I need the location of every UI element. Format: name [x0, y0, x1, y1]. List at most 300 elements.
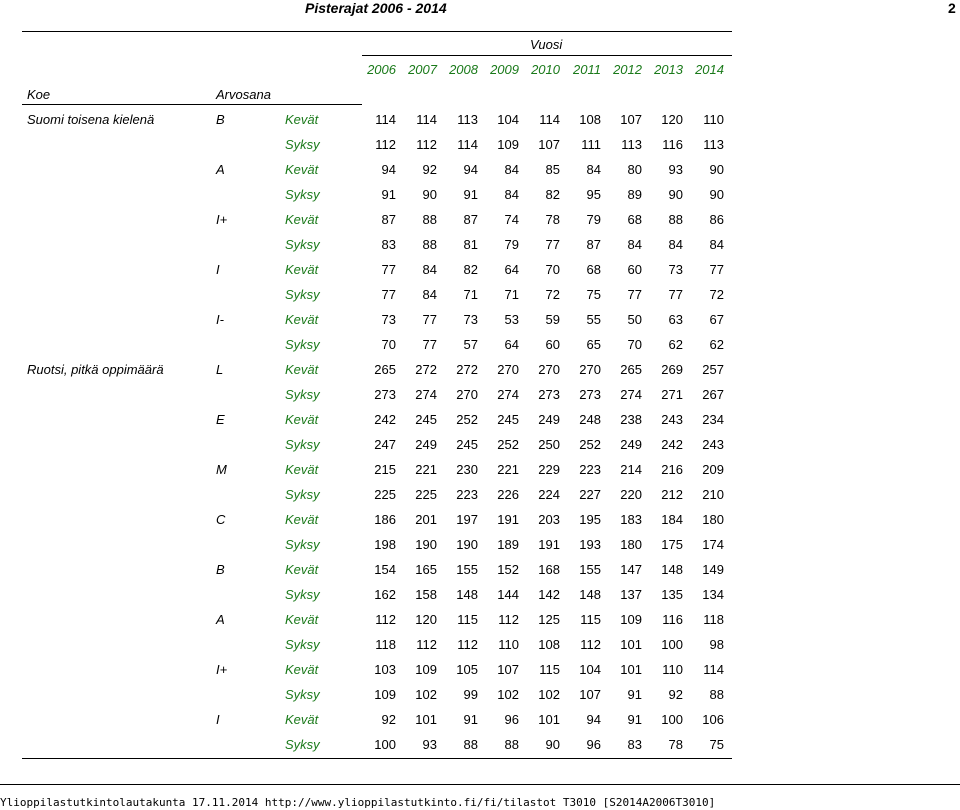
score-cell: 215	[374, 462, 396, 477]
score-cell: 68	[627, 212, 642, 227]
table-row	[0, 412, 960, 427]
score-cell: 273	[538, 387, 560, 402]
score-cell: 105	[456, 662, 478, 677]
score-cell: 96	[504, 712, 519, 727]
score-cell: 245	[415, 412, 437, 427]
score-cell: 94	[463, 162, 478, 177]
score-cell: 152	[497, 562, 519, 577]
score-cell: 110	[662, 662, 683, 677]
season-label: Kevät	[285, 612, 319, 627]
score-cell: 88	[422, 212, 437, 227]
score-cell: 198	[374, 537, 396, 552]
score-cell: 107	[538, 137, 560, 152]
score-cell: 102	[415, 687, 437, 702]
table-row	[0, 362, 960, 377]
score-cell: 101	[620, 637, 642, 652]
score-cell: 221	[415, 462, 437, 477]
score-cell: 111	[581, 137, 601, 152]
score-cell: 267	[702, 387, 724, 402]
season-label: Syksy	[285, 687, 320, 702]
season-label: Kevät	[285, 312, 319, 327]
grade-label: C	[216, 512, 226, 527]
season-label: Kevät	[285, 712, 319, 727]
season-label: Kevät	[285, 162, 319, 177]
score-cell: 73	[668, 262, 683, 277]
bottom-rule	[22, 758, 732, 759]
score-cell: 65	[586, 337, 601, 352]
exam-name: Ruotsi, pitkä oppimäärä	[27, 362, 164, 377]
score-cell: 158	[415, 587, 437, 602]
score-cell: 118	[375, 637, 396, 652]
table-row	[0, 562, 960, 577]
column-header-arvosana: Arvosana	[216, 87, 271, 102]
score-cell: 225	[374, 487, 396, 502]
score-cell: 112	[416, 637, 437, 652]
score-cell: 221	[497, 462, 519, 477]
score-cell: 92	[381, 712, 396, 727]
score-cell: 102	[497, 687, 519, 702]
score-cell: 149	[702, 562, 724, 577]
score-cell: 238	[620, 412, 642, 427]
score-cell: 274	[415, 387, 437, 402]
score-cell: 175	[661, 537, 683, 552]
score-cell: 74	[504, 212, 519, 227]
score-cell: 112	[375, 137, 396, 152]
score-cell: 88	[463, 737, 478, 752]
score-cell: 201	[415, 512, 437, 527]
season-label: Syksy	[285, 137, 320, 152]
score-cell: 60	[627, 262, 642, 277]
score-cell: 242	[661, 437, 683, 452]
score-cell: 77	[422, 312, 437, 327]
score-cell: 95	[586, 187, 601, 202]
score-cell: 90	[545, 737, 560, 752]
score-cell: 114	[457, 137, 478, 152]
score-cell: 75	[586, 287, 601, 302]
score-cell: 90	[422, 187, 437, 202]
table-row	[0, 712, 960, 727]
season-label: Kevät	[285, 262, 319, 277]
score-cell: 104	[497, 112, 519, 127]
page-number: 2	[948, 0, 956, 16]
score-cell: 93	[422, 737, 437, 752]
score-cell: 83	[627, 737, 642, 752]
score-cell: 73	[381, 312, 396, 327]
score-cell: 227	[579, 487, 601, 502]
score-cell: 272	[456, 362, 478, 377]
column-header-koe: Koe	[27, 87, 51, 102]
score-cell: 60	[545, 337, 560, 352]
score-cell: 250	[538, 437, 560, 452]
year-header-7: 2013	[654, 62, 683, 77]
season-label: Kevät	[285, 362, 319, 377]
year-header-1: 2007	[408, 62, 437, 77]
score-cell: 168	[538, 562, 560, 577]
score-cell: 84	[627, 237, 642, 252]
score-cell: 249	[415, 437, 437, 452]
score-cell: 71	[463, 287, 478, 302]
score-cell: 125	[538, 612, 560, 627]
season-label: Syksy	[285, 487, 320, 502]
score-cell: 68	[586, 262, 601, 277]
grade-label: B	[216, 562, 225, 577]
table-row	[0, 537, 960, 552]
score-cell: 100	[374, 737, 396, 752]
score-cell: 234	[702, 412, 724, 427]
score-cell: 134	[702, 587, 724, 602]
grade-label: I	[216, 262, 220, 277]
score-cell: 83	[381, 237, 396, 252]
score-cell: 245	[497, 412, 519, 427]
table-row	[0, 612, 960, 627]
score-cell: 248	[579, 412, 601, 427]
score-cell: 209	[702, 462, 724, 477]
season-label: Kevät	[285, 212, 319, 227]
score-cell: 270	[538, 362, 560, 377]
table-row	[0, 637, 960, 652]
score-cell: 224	[538, 487, 560, 502]
season-label: Syksy	[285, 437, 320, 452]
score-cell: 257	[702, 362, 724, 377]
score-cell: 114	[375, 112, 396, 127]
score-cell: 271	[661, 387, 683, 402]
table-row	[0, 237, 960, 252]
score-cell: 84	[504, 162, 519, 177]
season-label: Syksy	[285, 637, 320, 652]
grade-label: M	[216, 462, 227, 477]
score-cell: 92	[668, 687, 683, 702]
score-cell: 115	[580, 612, 601, 627]
table-row	[0, 287, 960, 302]
score-cell: 70	[545, 262, 560, 277]
score-cell: 91	[627, 687, 642, 702]
grade-label: I+	[216, 212, 228, 227]
score-cell: 88	[422, 237, 437, 252]
score-cell: 109	[374, 687, 396, 702]
score-cell: 53	[504, 312, 519, 327]
score-cell: 270	[497, 362, 519, 377]
table-row	[0, 437, 960, 452]
score-cell: 94	[381, 162, 396, 177]
score-cell: 184	[661, 512, 683, 527]
score-cell: 112	[416, 137, 437, 152]
score-cell: 108	[579, 112, 601, 127]
score-cell: 116	[662, 137, 683, 152]
score-cell: 114	[539, 112, 560, 127]
score-cell: 87	[381, 212, 396, 227]
score-cell: 112	[498, 612, 519, 627]
score-cell: 144	[497, 587, 519, 602]
score-cell: 190	[456, 537, 478, 552]
season-label: Syksy	[285, 337, 320, 352]
table-row	[0, 137, 960, 152]
score-cell: 71	[504, 287, 519, 302]
score-cell: 87	[586, 237, 601, 252]
score-cell: 101	[415, 712, 437, 727]
score-cell: 84	[504, 187, 519, 202]
score-cell: 190	[415, 537, 437, 552]
score-cell: 195	[579, 512, 601, 527]
score-cell: 114	[703, 662, 724, 677]
score-cell: 79	[504, 237, 519, 252]
table-row	[0, 587, 960, 602]
score-cell: 247	[374, 437, 396, 452]
score-cell: 115	[539, 662, 560, 677]
season-label: Syksy	[285, 187, 320, 202]
score-cell: 197	[456, 512, 478, 527]
score-cell: 243	[661, 412, 683, 427]
score-cell: 70	[381, 337, 396, 352]
score-cell: 243	[702, 437, 724, 452]
table-row	[0, 337, 960, 352]
score-cell: 90	[709, 162, 724, 177]
score-cell: 77	[668, 287, 683, 302]
score-cell: 252	[579, 437, 601, 452]
score-cell: 72	[545, 287, 560, 302]
score-cell: 230	[456, 462, 478, 477]
score-cell: 87	[463, 212, 478, 227]
score-cell: 191	[538, 537, 560, 552]
score-cell: 91	[463, 712, 478, 727]
score-cell: 186	[374, 512, 396, 527]
grade-label: I	[216, 712, 220, 727]
table-row	[0, 737, 960, 752]
score-cell: 245	[456, 437, 478, 452]
score-cell: 148	[661, 562, 683, 577]
year-header-0: 2006	[367, 62, 396, 77]
score-cell: 148	[579, 587, 601, 602]
score-cell: 120	[661, 112, 683, 127]
year-header-4: 2010	[531, 62, 560, 77]
score-cell: 183	[620, 512, 642, 527]
score-cell: 162	[374, 587, 396, 602]
year-header-8: 2014	[695, 62, 724, 77]
season-label: Syksy	[285, 287, 320, 302]
score-cell: 77	[627, 287, 642, 302]
score-cell: 88	[709, 687, 724, 702]
score-cell: 113	[457, 112, 478, 127]
years-rule	[362, 55, 732, 56]
score-cell: 109	[497, 137, 519, 152]
season-label: Kevät	[285, 662, 319, 677]
season-label: Kevät	[285, 462, 319, 477]
score-cell: 252	[497, 437, 519, 452]
score-cell: 92	[422, 162, 437, 177]
table-row	[0, 187, 960, 202]
score-cell: 88	[504, 737, 519, 752]
score-cell: 72	[709, 287, 724, 302]
grade-label: I-	[216, 312, 224, 327]
score-cell: 104	[579, 662, 601, 677]
score-cell: 110	[703, 112, 724, 127]
score-cell: 109	[415, 662, 437, 677]
score-cell: 101	[538, 712, 560, 727]
score-cell: 100	[661, 637, 683, 652]
score-cell: 63	[668, 312, 683, 327]
score-cell: 107	[579, 687, 601, 702]
grade-label: L	[216, 362, 224, 377]
score-cell: 137	[620, 587, 642, 602]
score-cell: 77	[381, 262, 396, 277]
score-cell: 273	[374, 387, 396, 402]
score-cell: 70	[627, 337, 642, 352]
score-cell: 180	[620, 537, 642, 552]
score-cell: 85	[545, 162, 560, 177]
table-row	[0, 262, 960, 277]
score-cell: 142	[538, 587, 560, 602]
score-cell: 82	[463, 262, 478, 277]
score-cell: 91	[627, 712, 642, 727]
score-cell: 91	[381, 187, 396, 202]
season-label: Kevät	[285, 412, 319, 427]
score-cell: 229	[538, 462, 560, 477]
score-cell: 155	[456, 562, 478, 577]
score-cell: 77	[709, 262, 724, 277]
score-cell: 107	[620, 112, 642, 127]
score-cell: 110	[498, 637, 519, 652]
score-cell: 94	[586, 712, 601, 727]
table-row	[0, 112, 960, 127]
footer-source: Ylioppilastutkintolautakunta 17.11.2014 http://www.ylioppilastutkinto.fi/fi/tilastot T3010 [S2014A2006T3010]	[0, 796, 716, 809]
score-cell: 62	[709, 337, 724, 352]
score-cell: 203	[538, 512, 560, 527]
score-cell: 223	[579, 462, 601, 477]
score-cell: 84	[586, 162, 601, 177]
score-cell: 273	[579, 387, 601, 402]
score-cell: 155	[579, 562, 601, 577]
score-cell: 77	[381, 287, 396, 302]
score-cell: 75	[709, 737, 724, 752]
score-cell: 154	[374, 562, 396, 577]
year-header-2: 2008	[449, 62, 478, 77]
score-cell: 77	[422, 337, 437, 352]
score-cell: 147	[620, 562, 642, 577]
score-cell: 84	[668, 237, 683, 252]
score-cell: 112	[457, 637, 478, 652]
grade-label: I+	[216, 662, 228, 677]
score-cell: 225	[415, 487, 437, 502]
table-row	[0, 387, 960, 402]
score-cell: 77	[545, 237, 560, 252]
score-cell: 191	[497, 512, 519, 527]
score-cell: 189	[497, 537, 519, 552]
score-cell: 91	[463, 187, 478, 202]
score-cell: 50	[627, 312, 642, 327]
score-cell: 98	[709, 637, 724, 652]
score-cell: 89	[627, 187, 642, 202]
score-cell: 272	[415, 362, 437, 377]
score-cell: 67	[709, 312, 724, 327]
header-rule	[22, 104, 362, 105]
season-label: Kevät	[285, 562, 319, 577]
score-cell: 84	[422, 262, 437, 277]
grade-label: E	[216, 412, 225, 427]
score-cell: 210	[702, 487, 724, 502]
score-cell: 78	[545, 212, 560, 227]
table-row	[0, 687, 960, 702]
score-cell: 100	[661, 712, 683, 727]
score-cell: 102	[538, 687, 560, 702]
score-cell: 216	[661, 462, 683, 477]
score-cell: 193	[579, 537, 601, 552]
score-cell: 270	[579, 362, 601, 377]
score-cell: 174	[702, 537, 724, 552]
footer-rule	[0, 784, 960, 785]
score-cell: 135	[661, 587, 683, 602]
score-cell: 57	[463, 337, 478, 352]
score-cell: 116	[662, 612, 683, 627]
score-cell: 73	[463, 312, 478, 327]
score-cell: 81	[463, 237, 478, 252]
score-cell: 107	[497, 662, 519, 677]
table-row	[0, 162, 960, 177]
score-cell: 226	[497, 487, 519, 502]
score-cell: 118	[703, 612, 724, 627]
score-cell: 90	[668, 187, 683, 202]
table-row	[0, 662, 960, 677]
year-header-5: 2011	[573, 62, 601, 77]
score-cell: 55	[586, 312, 601, 327]
score-cell: 88	[668, 212, 683, 227]
score-cell: 80	[627, 162, 642, 177]
score-cell: 84	[422, 287, 437, 302]
page-title: Pisterajat 2006 - 2014	[305, 0, 447, 16]
table-row	[0, 212, 960, 227]
score-cell: 274	[620, 387, 642, 402]
season-label: Kevät	[285, 512, 319, 527]
year-header-3: 2009	[490, 62, 519, 77]
score-cell: 99	[463, 687, 478, 702]
score-cell: 265	[620, 362, 642, 377]
score-cell: 101	[620, 662, 642, 677]
grade-label: A	[216, 162, 225, 177]
score-cell: 113	[703, 137, 724, 152]
score-cell: 148	[456, 587, 478, 602]
score-cell: 78	[668, 737, 683, 752]
table-row	[0, 312, 960, 327]
score-cell: 115	[457, 612, 478, 627]
score-cell: 62	[668, 337, 683, 352]
score-cell: 84	[709, 237, 724, 252]
score-cell: 82	[545, 187, 560, 202]
score-cell: 214	[620, 462, 642, 477]
score-cell: 64	[504, 262, 519, 277]
score-cell: 96	[586, 737, 601, 752]
score-cell: 103	[374, 662, 396, 677]
score-cell: 108	[538, 637, 560, 652]
grade-label: B	[216, 112, 225, 127]
season-label: Syksy	[285, 537, 320, 552]
score-cell: 265	[374, 362, 396, 377]
top-rule	[22, 31, 732, 32]
table-row	[0, 512, 960, 527]
season-label: Kevät	[285, 112, 319, 127]
score-cell: 252	[456, 412, 478, 427]
score-cell: 112	[375, 612, 396, 627]
score-cell: 269	[661, 362, 683, 377]
score-cell: 220	[620, 487, 642, 502]
score-cell: 114	[416, 112, 437, 127]
table-row	[0, 462, 960, 477]
score-cell: 165	[415, 562, 437, 577]
score-cell: 242	[374, 412, 396, 427]
season-label: Syksy	[285, 587, 320, 602]
year-header-6: 2012	[613, 62, 642, 77]
score-cell: 274	[497, 387, 519, 402]
grade-label: A	[216, 612, 225, 627]
season-label: Syksy	[285, 237, 320, 252]
score-cell: 180	[702, 512, 724, 527]
